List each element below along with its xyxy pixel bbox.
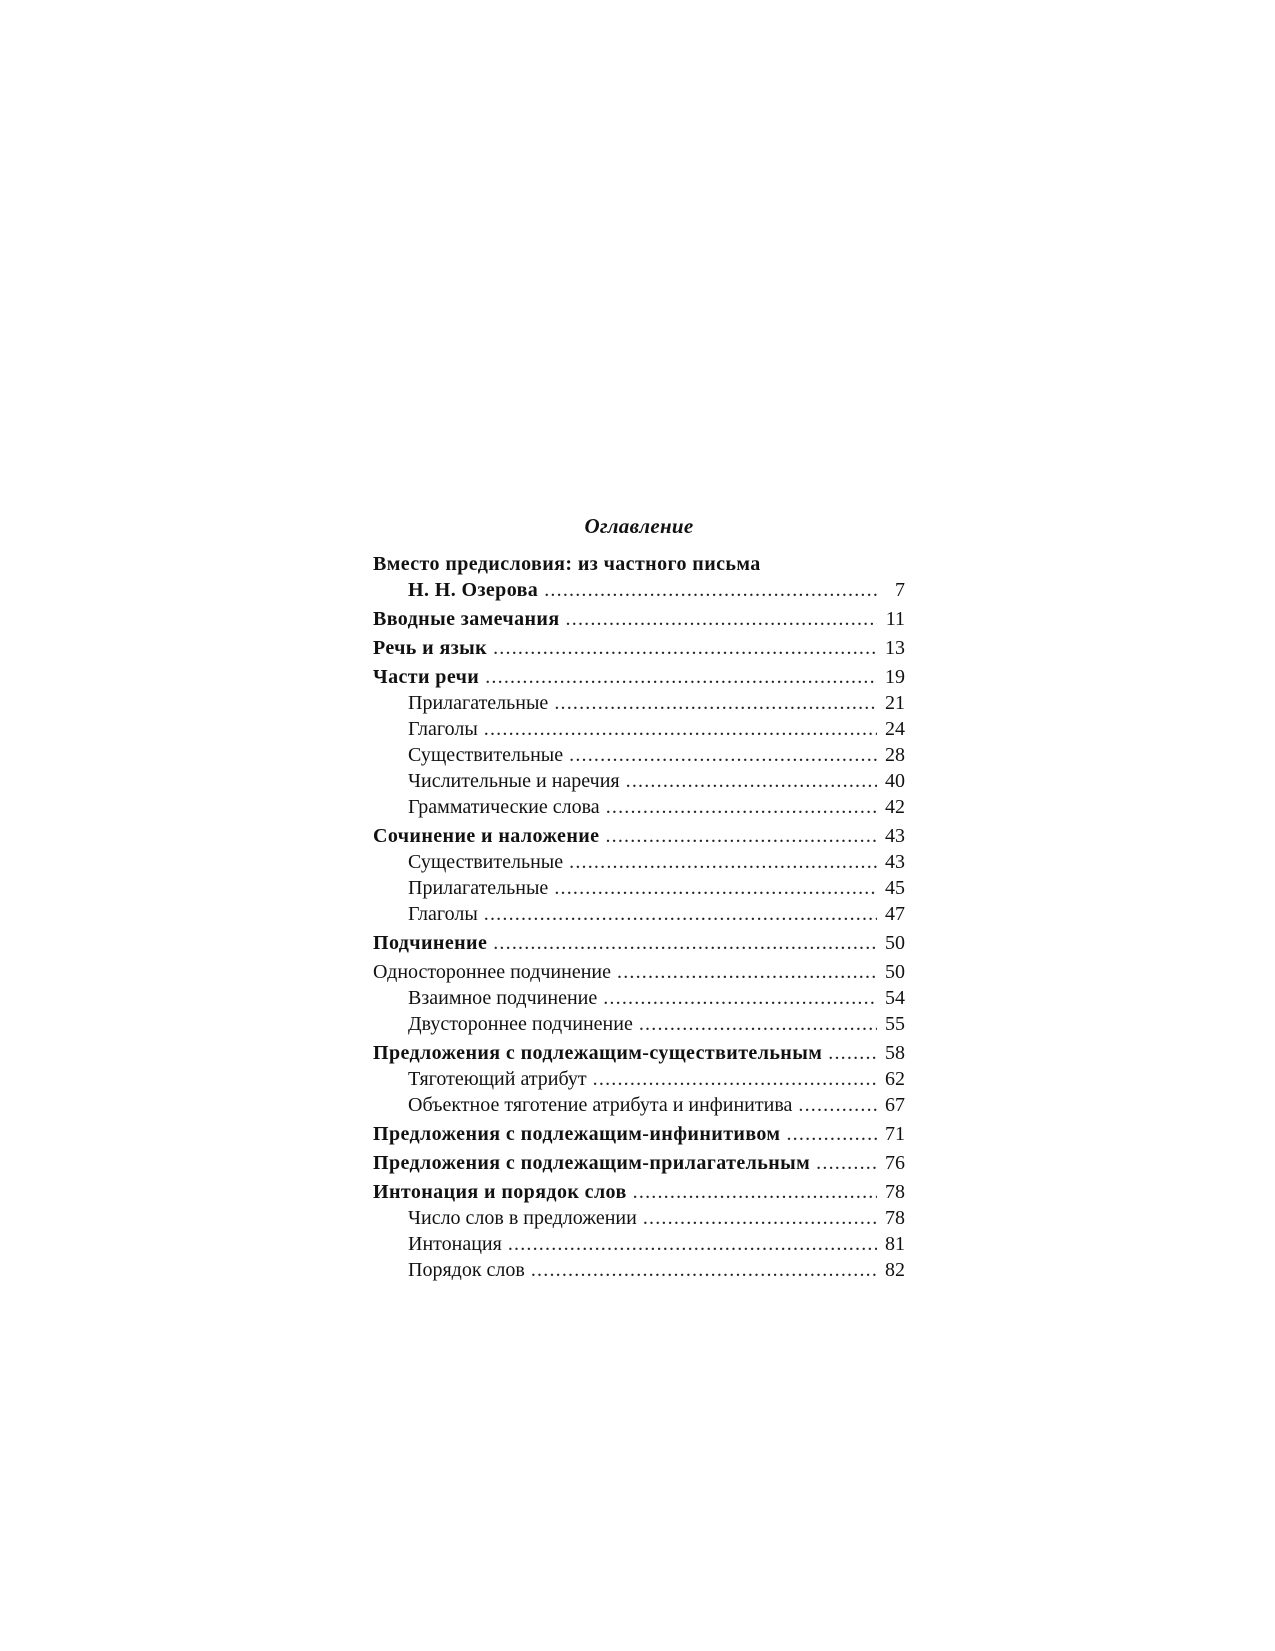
dot-leader	[485, 664, 877, 690]
toc-entry-label: Существительные	[408, 851, 564, 873]
toc-entry-label: Сочинение и наложение	[373, 825, 600, 847]
toc-entry[interactable]	[373, 768, 905, 794]
toc-entry[interactable]	[373, 606, 905, 632]
toc-entry-label: Тяготеющий атрибут	[408, 1068, 587, 1090]
dot-leader	[531, 1257, 877, 1283]
toc-entry[interactable]	[373, 959, 905, 985]
table-of-contents	[373, 513, 905, 1283]
toc-entry-page-number: 28	[885, 744, 905, 766]
toc-entry-page-number: 82	[885, 1259, 905, 1281]
dot-leader	[605, 823, 877, 849]
toc-entry-page-number: 40	[885, 770, 905, 792]
toc-entry[interactable]	[373, 985, 905, 1011]
toc-entry[interactable]	[373, 1011, 905, 1037]
toc-entry-page-number: 11	[885, 608, 905, 630]
toc-entry-page-number: 21	[885, 692, 905, 714]
toc-entry-page-number: 50	[885, 932, 905, 954]
toc-entry-label: Предложения с подлежащим-прилагательным	[373, 1152, 811, 1174]
toc-entry[interactable]	[373, 794, 905, 820]
toc-entry[interactable]	[373, 635, 905, 661]
toc-entry-page-number: 78	[885, 1207, 905, 1229]
toc-entry[interactable]	[373, 1205, 905, 1231]
toc-entry-page-number: 58	[885, 1042, 905, 1064]
dot-leader	[639, 1011, 877, 1037]
toc-entry-label: Части речи	[373, 666, 480, 688]
toc-entry[interactable]	[373, 1040, 905, 1066]
toc-entry-label: Предложения с подлежащим-существительным	[373, 1042, 823, 1064]
toc-entries	[373, 551, 905, 1283]
dot-leader	[603, 985, 877, 1011]
toc-entry-label: Речь и язык	[373, 637, 488, 659]
toc-entry-page-number: 24	[885, 718, 905, 740]
toc-entry[interactable]	[373, 1092, 905, 1118]
dot-leader	[484, 716, 877, 742]
dot-leader	[484, 901, 877, 927]
toc-entry[interactable]	[373, 664, 905, 690]
toc-entry[interactable]	[373, 901, 905, 927]
dot-leader	[493, 635, 877, 661]
dot-leader	[643, 1205, 877, 1231]
toc-entry-label: Интонация	[408, 1233, 502, 1255]
dot-leader	[544, 577, 877, 603]
toc-entry-page-number: 67	[885, 1094, 905, 1116]
dot-leader	[606, 794, 877, 820]
toc-entry-page-number: 13	[885, 637, 905, 659]
toc-entry-label: Грамматические слова	[408, 796, 600, 818]
toc-entry-page-number: 78	[885, 1181, 905, 1203]
dot-leader	[566, 606, 877, 632]
toc-entry[interactable]	[373, 823, 905, 849]
toc-entry-label: Прилагательные	[408, 692, 549, 714]
dot-leader	[786, 1121, 877, 1147]
toc-entry[interactable]	[373, 849, 905, 875]
toc-entry-label: Объектное тяготение атрибута и инфинитива	[408, 1094, 793, 1116]
toc-entry-label: Вводные замечания	[373, 608, 560, 630]
toc-entry-label: Вместо предисловия: из частного письма	[373, 553, 761, 575]
toc-entry-label: Существительные	[408, 744, 564, 766]
toc-entry[interactable]	[373, 875, 905, 901]
dot-leader	[593, 1066, 877, 1092]
toc-entry-page-number: 47	[885, 903, 905, 925]
toc-entry-label: Интонация и порядок слов	[373, 1181, 627, 1203]
toc-entry[interactable]	[373, 577, 905, 603]
toc-entry-label: Одностороннее подчинение	[373, 961, 611, 983]
dot-leader	[816, 1150, 877, 1176]
dot-leader	[554, 875, 877, 901]
toc-entry[interactable]	[373, 690, 905, 716]
toc-entry-label: Глаголы	[408, 903, 478, 925]
dot-leader	[493, 930, 877, 956]
toc-entry-label: Числительные и наречия	[408, 770, 620, 792]
toc-entry-label: Глаголы	[408, 718, 478, 740]
toc-entry[interactable]	[373, 1150, 905, 1176]
toc-entry[interactable]	[373, 1231, 905, 1257]
toc-entry-label: Число слов в предложении	[408, 1207, 637, 1229]
dot-leader	[554, 690, 877, 716]
dot-leader	[617, 959, 877, 985]
toc-entry-label: Н. Н. Озерова	[408, 579, 539, 601]
toc-entry-page-number: 55	[885, 1013, 905, 1035]
toc-entry[interactable]	[373, 742, 905, 768]
dot-leader	[569, 849, 877, 875]
toc-entry[interactable]	[373, 1257, 905, 1283]
toc-entry-page-number: 54	[885, 987, 905, 1009]
dot-leader	[798, 1092, 877, 1118]
toc-entry-label: Предложения с подлежащим-инфинитивом	[373, 1123, 781, 1145]
toc-entry-page-number: 71	[885, 1123, 905, 1145]
toc-entry-page-number: 42	[885, 796, 905, 818]
dot-leader	[508, 1231, 877, 1257]
toc-entry[interactable]	[373, 1179, 905, 1205]
toc-entry[interactable]	[373, 930, 905, 956]
toc-entry-label: Подчинение	[373, 932, 488, 954]
toc-entry-label: Прилагательные	[408, 877, 549, 899]
toc-entry-page-number: 19	[885, 666, 905, 688]
toc-title: Оглавление	[584, 514, 694, 538]
toc-entry-page-number: 50	[885, 961, 905, 983]
toc-entry[interactable]	[373, 716, 905, 742]
toc-entry-page-number: 43	[885, 825, 905, 847]
toc-entry-label: Двустороннее подчинение	[408, 1013, 633, 1035]
toc-entry-page-number: 62	[885, 1068, 905, 1090]
toc-entry[interactable]	[373, 1066, 905, 1092]
dot-leader	[633, 1179, 877, 1205]
toc-entry-page-number: 45	[885, 877, 905, 899]
dot-leader	[828, 1040, 877, 1066]
toc-entry-page-number: 81	[885, 1233, 905, 1255]
toc-entry-page-number: 76	[885, 1152, 905, 1174]
toc-entry[interactable]	[373, 1121, 905, 1147]
toc-entry[interactable]	[373, 551, 905, 577]
toc-entry-label: Порядок слов	[408, 1259, 525, 1281]
dot-leader	[569, 742, 877, 768]
dot-leader	[626, 768, 877, 794]
toc-entry-page-number: 7	[895, 579, 905, 601]
toc-entry-page-number: 43	[885, 851, 905, 873]
toc-entry-label: Взаимное подчинение	[408, 987, 598, 1009]
